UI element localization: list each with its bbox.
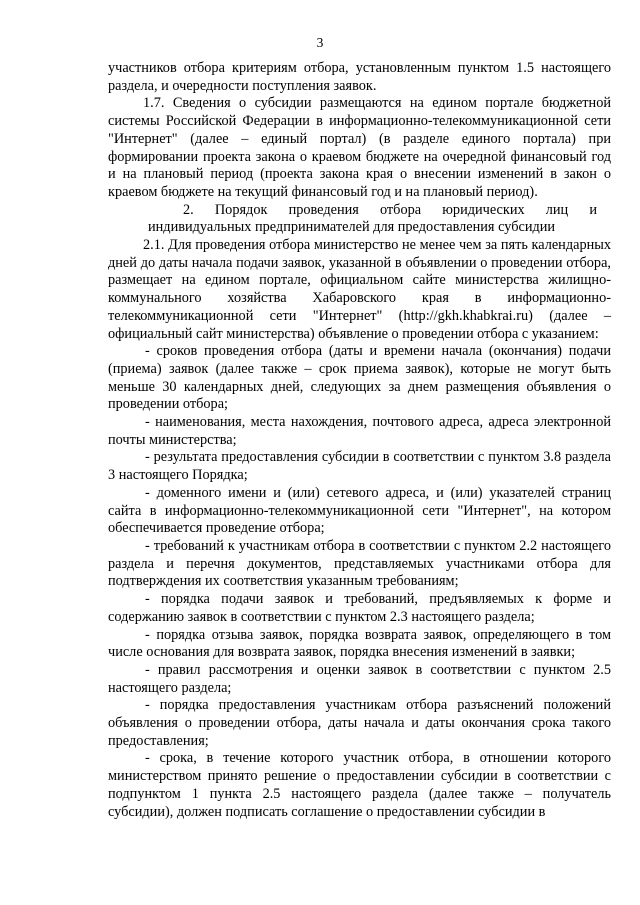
document-body xyxy=(108,60,611,821)
section-heading-2: 2. Порядок проведения отбора юридических лиц и индивидуальных предпринимателей для предоставления субсидии xyxy=(148,201,597,236)
paragraph-continuation: участников отбора критериям отбора, установленным пунктом 1.5 настоящего раздела, и очередности поступления заявок. xyxy=(108,60,611,94)
list-item: - срока, в течение которого участник отбора, в отношении которого министерством принято решение о предоставлении субсидии в соответствии с подпунктом 1 пункта 2.5 настоящего раздела (далее также – получатель субсидии), должен подписать соглашение о предоставлении субсидии в xyxy=(108,750,611,820)
list-item: - правил рассмотрения и оценки заявок в соответствии с пунктом 2.5 настоящего раздела; xyxy=(108,661,611,696)
paragraph-1-7: 1.7. Сведения о субсидии размещаются на едином портале бюджетной системы Российской Федерации в информационно-телекоммуникационной сети "Интернет" (далее – единый портал) (в разделе единого портала) при формировании проекта закона о краевом бюджете на очередной финансовый год и на плановый период (проекта закона края о внесении изменений в закон о краевом бюджете на текущий финансовый год и на плановый период). xyxy=(108,95,611,200)
list-item: - порядка предоставления участникам отбора разъяснений положений объявления о проведении отбора, даты начала и даты окончания срока такого предоставления; xyxy=(108,697,611,749)
list-item: - доменного имени и (или) сетевого адреса, и (или) указателей страниц сайта в информационно-телекоммуникационной сети "Интернет", на котором обеспечивается проведение отбора; xyxy=(108,484,611,537)
list-item: - порядка подачи заявок и требований, предъявляемых к форме и содержанию заявок в соответствии с пунктом 2.3 настоящего раздела; xyxy=(108,591,611,625)
list-item: - сроков проведения отбора (даты и времени начала (окончания) подачи (приема) заявок (далее также – срок приема заявок), которые не могут быть меньше 30 календарных дней, следующих за днем размещения объявления о проведении отбора; xyxy=(108,343,611,413)
list-item: - результата предоставления субсидии в соответствии с пунктом 3.8 раздела 3 настоящего Порядка; xyxy=(108,449,611,484)
page-number: 3 xyxy=(316,35,324,50)
paragraph-2-1: 2.1. Для проведения отбора министерство не менее чем за пять календарных дней до даты начала подачи заявок, указанной в объявлении о проведении отбора, размещает на едином портале, официальном сайте министерства жилищно-коммунального хозяйства Хабаровского края в информационно-телекоммуникационной сети "Интернет" (http://gkh.khabkrai.ru) (далее – официальный сайт министерства) объявление о проведении отбора с указанием: xyxy=(108,237,611,342)
list-item: - порядка отзыва заявок, порядка возврата заявок, определяющего в том числе основания для возврата заявок, порядка внесения изменений в заявки; xyxy=(108,626,611,661)
list-item: - требований к участникам отбора в соответствии с пунктом 2.2 настоящего раздела и перечня документов, представляемых участниками отбора для подтверждения их соответствия указанным требованиям; xyxy=(108,537,611,590)
list-item: - наименования, места нахождения, почтового адреса, адреса электронной почты министерства; xyxy=(108,414,611,448)
